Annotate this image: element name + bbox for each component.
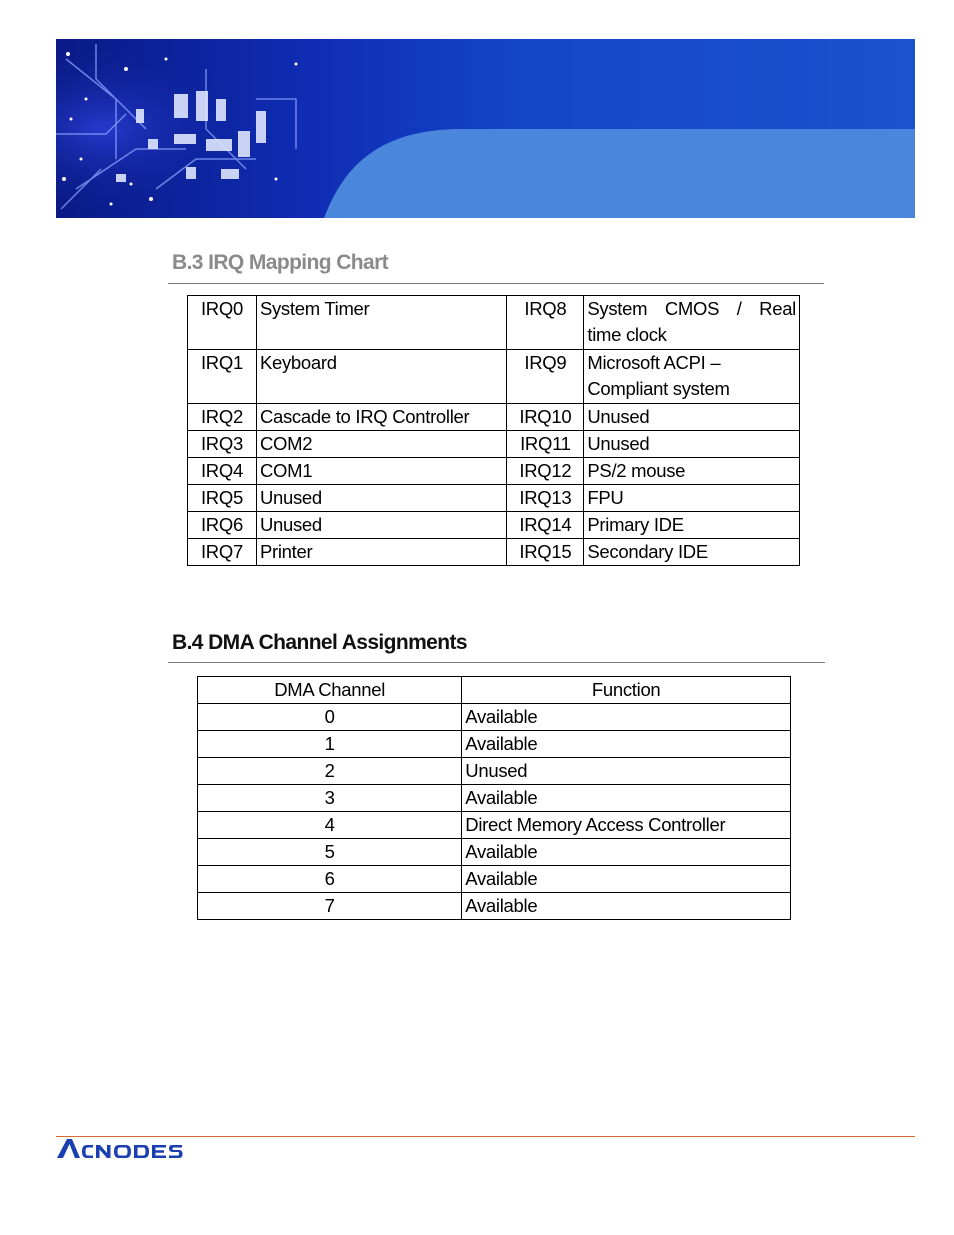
- irq-cell: IRQ7: [188, 539, 257, 566]
- table-row: [188, 539, 800, 566]
- irq-cell: IRQ2: [188, 404, 257, 431]
- circuit-board-graphic: [56, 39, 915, 218]
- irq-cell: IRQ13: [507, 485, 584, 512]
- table-row: [198, 785, 791, 812]
- irq-cell: IRQ15: [507, 539, 584, 566]
- channel-cell: 3: [198, 785, 462, 812]
- device-cell: Printer: [256, 539, 506, 566]
- device-cell: PS/2 mouse: [584, 458, 800, 485]
- device-cell: FPU: [584, 485, 800, 512]
- table-header-row: [198, 677, 791, 704]
- device-cell: Unused: [256, 485, 506, 512]
- acnodes-logo-graphic: [56, 1136, 216, 1166]
- irq-cell: IRQ5: [188, 485, 257, 512]
- device-cell: Primary IDE: [584, 512, 800, 539]
- table-row: [188, 431, 800, 458]
- section-title-irq: B.3 IRQ Mapping Chart: [172, 251, 389, 274]
- device-cell: Cascade to IRQ Controller: [256, 404, 506, 431]
- device-cell: System Timer: [256, 296, 506, 350]
- section-title-dma: B.4 DMA Channel Assignments: [172, 631, 467, 654]
- column-header: DMA Channel: [198, 677, 462, 704]
- irq-cell: IRQ6: [188, 512, 257, 539]
- irq-cell: IRQ14: [507, 512, 584, 539]
- table-row: [188, 485, 800, 512]
- table-row: [198, 839, 791, 866]
- table-row: [188, 512, 800, 539]
- function-cell: Unused: [462, 758, 791, 785]
- table-row: [188, 458, 800, 485]
- function-cell: Available: [462, 704, 791, 731]
- channel-cell: 0: [198, 704, 462, 731]
- column-header: Function: [462, 677, 791, 704]
- channel-cell: 5: [198, 839, 462, 866]
- device-cell: Unused: [256, 512, 506, 539]
- table-row: [198, 812, 791, 839]
- irq-cell: IRQ11: [507, 431, 584, 458]
- irq-mapping-table: [187, 295, 800, 566]
- irq-cell: IRQ4: [188, 458, 257, 485]
- channel-cell: 7: [198, 893, 462, 920]
- device-cell: Microsoft ACPI – Compliant system: [584, 350, 800, 404]
- device-cell: Unused: [584, 431, 800, 458]
- table-row: [188, 350, 800, 404]
- channel-cell: 2: [198, 758, 462, 785]
- irq-cell: IRQ12: [507, 458, 584, 485]
- function-cell: Available: [462, 839, 791, 866]
- irq-cell: IRQ10: [507, 404, 584, 431]
- device-cell: COM2: [256, 431, 506, 458]
- function-cell: Available: [462, 731, 791, 758]
- function-cell: Available: [462, 866, 791, 893]
- irq-cell: IRQ8: [507, 296, 584, 350]
- channel-cell: 1: [198, 731, 462, 758]
- function-cell: Direct Memory Access Controller: [462, 812, 791, 839]
- channel-cell: 6: [198, 866, 462, 893]
- irq-cell: IRQ3: [188, 431, 257, 458]
- acnodes-logo: [56, 1136, 216, 1171]
- table-row: [198, 704, 791, 731]
- device-cell: COM1: [256, 458, 506, 485]
- irq-cell: IRQ1: [188, 350, 257, 404]
- device-cell: System CMOS / Real time clock: [584, 296, 800, 350]
- table-row: [198, 893, 791, 920]
- dma-channel-table: [197, 676, 791, 920]
- irq-cell: IRQ0: [188, 296, 257, 350]
- header-banner: [56, 39, 915, 218]
- function-cell: Available: [462, 893, 791, 920]
- device-cell: Secondary IDE: [584, 539, 800, 566]
- table-row: [198, 866, 791, 893]
- table-row: [198, 758, 791, 785]
- divider: [168, 283, 824, 284]
- device-cell: Keyboard: [256, 350, 506, 404]
- table-row: [188, 296, 800, 350]
- divider: [168, 662, 825, 663]
- device-cell: Unused: [584, 404, 800, 431]
- table-row: [188, 404, 800, 431]
- table-row: [198, 731, 791, 758]
- channel-cell: 4: [198, 812, 462, 839]
- irq-cell: IRQ9: [507, 350, 584, 404]
- function-cell: Available: [462, 785, 791, 812]
